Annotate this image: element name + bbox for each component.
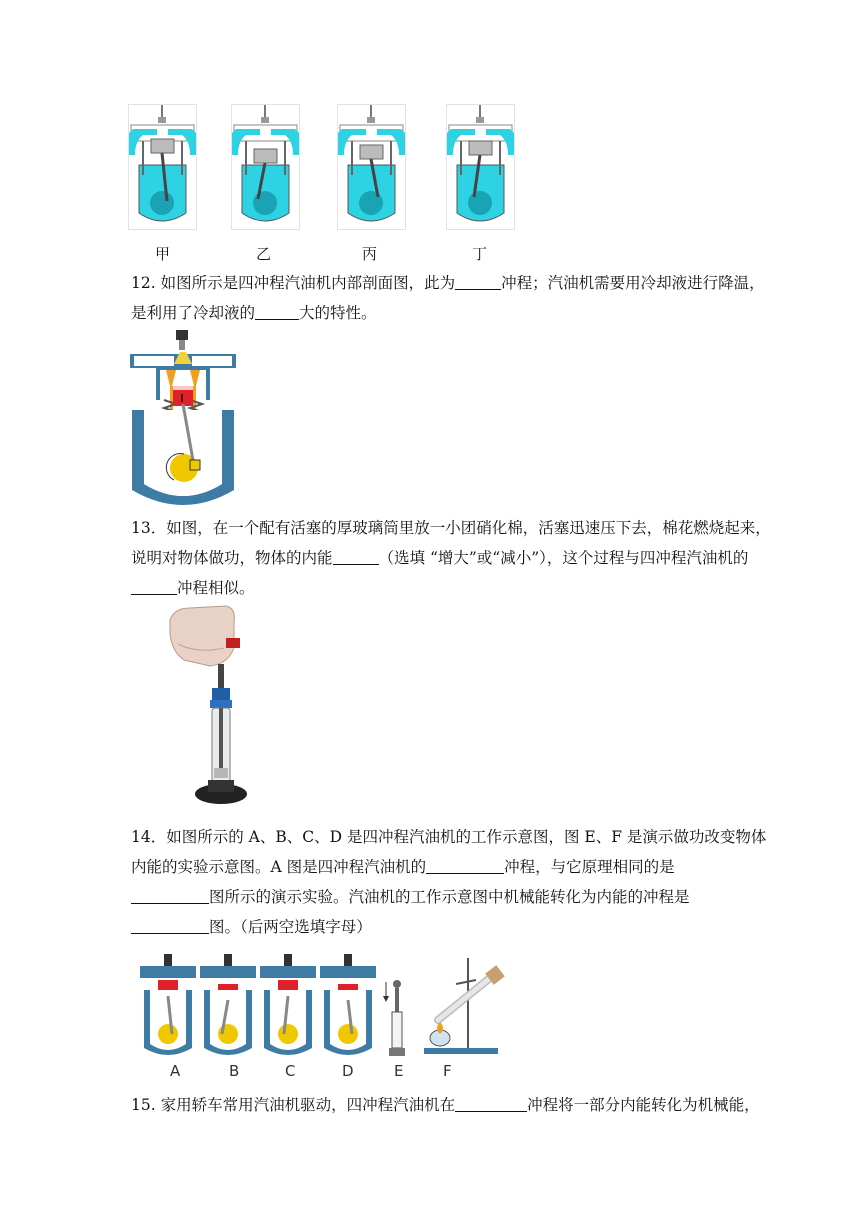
fire-piston-photo (168, 604, 270, 816)
question-14-line-1: 14．如图所示的 A、B、C、D 是四冲程汽油机的工作示意图，图 E、F 是演示做功改变物体 (131, 828, 767, 846)
fire-piston-apparatus-e (383, 980, 405, 1056)
question-12-line-2: 是利用了冷却液的 大的特性。 (131, 304, 377, 322)
caption-jia: 甲 (155, 245, 171, 263)
caption-yi: 乙 (256, 245, 272, 263)
engine-diagram-c (260, 954, 316, 1055)
question-12 (131, 268, 765, 328)
question-13 (131, 513, 771, 603)
caption-bing: 丙 (362, 245, 378, 263)
heating-test-tube-apparatus-f (424, 958, 505, 1054)
answer-blank[interactable] (426, 857, 504, 874)
engine-diagram-yi (231, 104, 300, 230)
engine-diagram-jia (128, 104, 197, 230)
answer-blank[interactable] (131, 578, 177, 595)
question-13-line-1: 13．如图，在一个配有活塞的厚玻璃筒里放一小团硝化棉，活塞迅速压下去，棉花燃烧起来， (131, 519, 771, 537)
answer-blank[interactable] (333, 548, 379, 565)
question-14-line-2: 内能的实验示意图。A 图是四冲程汽油机的 冲程，与它原理相同的是 (131, 858, 675, 876)
question-14-line-4: 图。（后两空选填字母） (131, 912, 731, 942)
engine-diagram-b (200, 954, 256, 1055)
figure-label-e: E (394, 1062, 404, 1080)
figure-label-c: C (285, 1062, 296, 1080)
question-14-line-3: 图所示的演示实验。汽油机的工作示意图中机械能转化为内能的冲程是 (131, 882, 731, 912)
engine-diagram-a (140, 954, 196, 1055)
engine-diagram-ding (446, 104, 515, 230)
figure-label-d: D (342, 1062, 354, 1080)
answer-blank[interactable] (255, 303, 299, 320)
answer-blank[interactable] (131, 917, 209, 934)
question-13-line-2: 说明对物体做功，物体的内能 （选填 “增大”或“减小”），这个过程与四冲程汽油机的 (131, 549, 749, 567)
question-12-line-1: 12. 如图所示是四冲程汽油机内部剖面图，此为 冲程；汽油机需要用冷却液进行降温， (131, 274, 765, 292)
question-15-line-1: 15. 家用轿车常用汽油机驱动，四冲程汽油机在 冲程将一部分内能转化为机械能， (131, 1096, 760, 1114)
answer-blank[interactable] (455, 1095, 527, 1112)
question-14 (131, 822, 767, 942)
figure-label-b: B (229, 1062, 240, 1080)
figure-label-a: A (170, 1062, 181, 1080)
figure-label-f: F (443, 1062, 452, 1080)
question-15 (131, 1090, 760, 1120)
engine-cross-section-diagram (130, 330, 236, 510)
answer-blank[interactable] (131, 887, 209, 904)
engine-stroke-and-experiment-figure (138, 950, 518, 1062)
engine-diagram-bing (337, 104, 406, 230)
caption-ding: 丁 (472, 245, 488, 263)
engine-diagram-d (320, 954, 376, 1055)
question-13-line-3: 冲程相似。 (131, 573, 731, 603)
answer-blank[interactable] (455, 273, 501, 290)
